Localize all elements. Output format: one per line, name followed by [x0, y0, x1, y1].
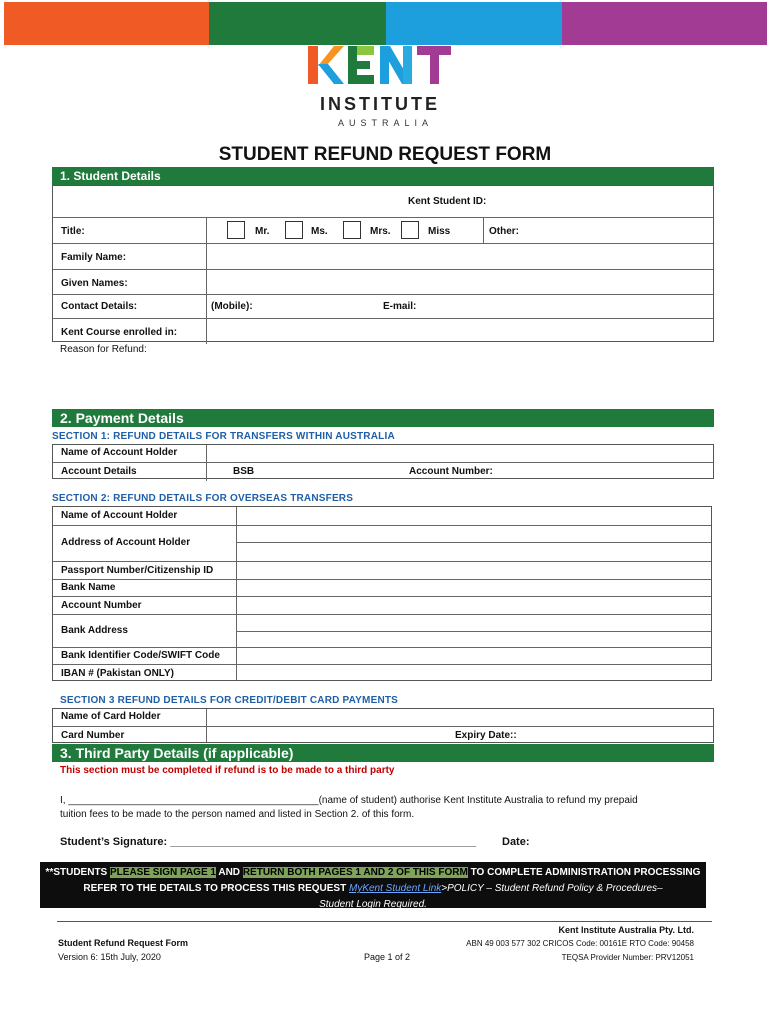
- reason-for-refund-area[interactable]: [60, 358, 710, 404]
- form-title: STUDENT REFUND REQUEST FORM: [218, 144, 552, 165]
- footer-teqsa: TEQSA Provider Number: PRV12051: [561, 953, 694, 962]
- footer-version: Version 6: 15th July, 2020: [58, 952, 161, 962]
- card-holder-label: Name of Card Holder: [61, 711, 161, 722]
- footer-company: Kent Institute Australia Pty. Ltd.: [558, 925, 694, 935]
- mobile-label[interactable]: (Mobile):: [211, 301, 253, 312]
- overseas-holder-label: Name of Account Holder: [61, 510, 178, 521]
- date-label: Date:: [502, 836, 530, 848]
- checkbox-mr[interactable]: [227, 221, 245, 239]
- domestic-holder-label: Name of Account Holder: [61, 447, 178, 458]
- bank-address-label: Bank Address: [61, 625, 128, 636]
- checkbox-miss[interactable]: [401, 221, 419, 239]
- overseas-transfer-title: SECTION 2: REFUND DETAILS FOR OVERSEAS TRANSFERS: [52, 493, 354, 504]
- logo-institute-text: INSTITUTE: [320, 94, 440, 114]
- section-1-header: 1. Student Details: [52, 167, 714, 185]
- iban-label: IBAN # (Pakistan ONLY): [61, 668, 174, 679]
- bank-name-label: Bank Name: [61, 582, 116, 593]
- color-band-orange: [4, 2, 209, 45]
- signature-line[interactable]: Student’s Signature: __________________________________________________: [60, 836, 477, 848]
- title-label: Title:: [61, 226, 85, 237]
- reason-for-refund-label: Reason for Refund:: [60, 344, 147, 355]
- account-details-label: Account Details: [61, 466, 137, 477]
- title-row: [53, 217, 713, 244]
- option-other: Other:: [489, 226, 519, 237]
- footer-doc-name: Student Refund Request Form: [58, 938, 188, 948]
- color-band-blue: [386, 2, 562, 45]
- given-names-row: [53, 269, 713, 295]
- student-id-label: Kent Student ID:: [408, 196, 487, 207]
- contact-details-label: Contact Details:: [61, 301, 138, 312]
- passport-label: Passport Number/Citizenship ID: [61, 565, 214, 576]
- third-party-warning: This section must be completed if refund is to be made to a third party: [60, 765, 395, 776]
- email-label[interactable]: E-mail:: [383, 301, 417, 312]
- footer-divider: [57, 921, 712, 922]
- card-payment-title: SECTION 3 REFUND DETAILS FOR CREDIT/DEBIT CARD PAYMENTS: [60, 695, 399, 706]
- option-ms: Ms.: [311, 226, 328, 237]
- authorisation-line-1: I, _____________________________________________(name of student) authorise Kent Institute Australia to refund my prepaid: [60, 795, 638, 806]
- given-names-field[interactable]: [208, 270, 713, 295]
- kent-logo: [300, 42, 480, 132]
- expiry-date-label: Expiry Date::: [455, 730, 517, 741]
- account-number-label: Account Number:: [409, 466, 493, 477]
- checkbox-mrs[interactable]: [343, 221, 361, 239]
- option-miss: Miss: [428, 226, 451, 237]
- family-name-field[interactable]: [208, 244, 713, 270]
- authorisation-line-2: tuition fees to be made to the person named and listed in Section 2. of this form.: [60, 809, 415, 820]
- color-band-green: [209, 2, 386, 45]
- card-number-label: Card Number: [61, 730, 125, 741]
- overseas-transfer-table: [52, 506, 712, 681]
- domestic-transfer-table: [52, 444, 714, 479]
- option-mr: Mr.: [255, 226, 270, 237]
- family-name-label: Family Name:: [61, 252, 127, 263]
- student-details-table: [52, 185, 714, 342]
- contact-row: [53, 294, 713, 319]
- domestic-transfer-title: SECTION 1: REFUND DETAILS FOR TRANSFERS WITHIN AUSTRALIA: [52, 431, 395, 442]
- option-mrs: Mrs.: [370, 226, 391, 237]
- footer-page-number: Page 1 of 2: [364, 952, 411, 962]
- course-row: [53, 318, 713, 344]
- family-name-row: [53, 243, 713, 270]
- overseas-account-number-label: Account Number: [61, 600, 142, 611]
- mykent-student-link[interactable]: MyKent Student Link: [348, 883, 442, 894]
- bsb-label: BSB: [233, 466, 255, 477]
- course-field[interactable]: [208, 319, 713, 344]
- card-payment-table: [52, 708, 714, 743]
- swift-code-label: Bank Identifier Code/SWIFT Code: [61, 650, 220, 661]
- section-2-header: 2. Payment Details: [52, 409, 714, 427]
- student-id-row: [53, 186, 713, 217]
- color-band-purple: [562, 2, 767, 45]
- instructions-banner: **STUDENTS PLEASE SIGN PAGE 1 AND RETURN BOTH PAGES 1 AND 2 OF THIS FORM TO COMPLETE ADMINISTRATION PROCESSING REFER TO THE DETAILS TO PROCESS THIS REQUEST MyKent Student Link>POLICY – Student Refund Policy & Procedures– Student Login Required.: [40, 862, 706, 908]
- logo-country-text: AUSTRALIA: [338, 118, 434, 128]
- holder-address-label: Address of Account Holder: [61, 537, 191, 548]
- course-label: Kent Course enrolled in:: [61, 327, 178, 338]
- given-names-label: Given Names:: [61, 278, 128, 289]
- section-3-header: 3. Third Party Details (if applicable): [52, 744, 714, 762]
- footer-abn: ABN 49 003 577 302 CRICOS Code: 00161E RTO Code: 90458: [466, 939, 694, 948]
- checkbox-ms[interactable]: [285, 221, 303, 239]
